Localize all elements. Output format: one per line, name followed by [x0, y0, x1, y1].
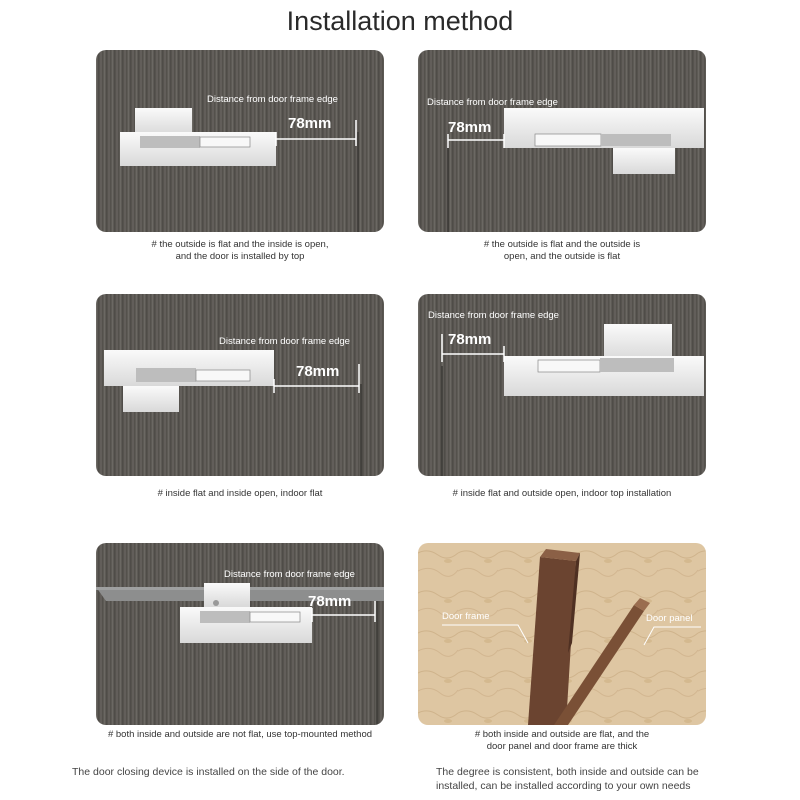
- caption-panel-6: # both inside and outside are flat, and the door panel and door frame are thick: [474, 729, 650, 752]
- frame-edge-label: Distance from door frame edge: [207, 94, 338, 105]
- install-panel-6: [418, 543, 706, 725]
- distance-label: 78mm: [296, 363, 340, 380]
- install-panel-3: [96, 294, 384, 476]
- install-panel-4: [418, 294, 706, 476]
- footer-right-note: The degree is consistent, both inside and outside can be installed, can be installed according to your own needs: [436, 766, 699, 792]
- install-panel-2: [418, 50, 706, 232]
- distance-label: 78mm: [448, 119, 492, 136]
- footer-left-note: The door closing device is installed on the side of the door.: [72, 766, 345, 778]
- door-frame-label: Door frame: [442, 611, 490, 622]
- closer-arm-block: [604, 324, 672, 360]
- frame-edge-label: Distance from door frame edge: [428, 310, 559, 321]
- caption-panel-1: # the outside is flat and the inside is open, and the door is installed by top: [151, 239, 329, 262]
- frame-edge-label: Distance from door frame edge: [219, 336, 350, 347]
- caption-panel-2: # the outside is flat and the outside is open, and the outside is flat: [483, 239, 641, 262]
- frame-edge-label: Distance from door frame edge: [427, 97, 558, 108]
- distance-label: 78mm: [308, 593, 352, 610]
- install-panel-5: [96, 543, 384, 725]
- distance-label: 78mm: [288, 115, 332, 132]
- closer-arm-block: [613, 148, 675, 174]
- frame-edge-label: Distance from door frame edge: [224, 569, 355, 580]
- caption-panel-5: # both inside and outside are not flat, use top-mounted method: [107, 729, 373, 740]
- caption-panel-4: # inside flat and outside open, indoor top installation: [452, 488, 672, 499]
- caption-panel-3: # inside flat and inside open, indoor flat: [157, 488, 323, 499]
- closer-arm-block: [135, 108, 192, 135]
- door-panel-label: Door panel: [646, 613, 693, 624]
- install-panel-1: [96, 50, 384, 232]
- page-title: Installation method: [286, 6, 514, 36]
- closer-arm-block: [123, 386, 179, 412]
- distance-label: 78mm: [448, 331, 492, 348]
- closer-arm-block: [204, 583, 250, 607]
